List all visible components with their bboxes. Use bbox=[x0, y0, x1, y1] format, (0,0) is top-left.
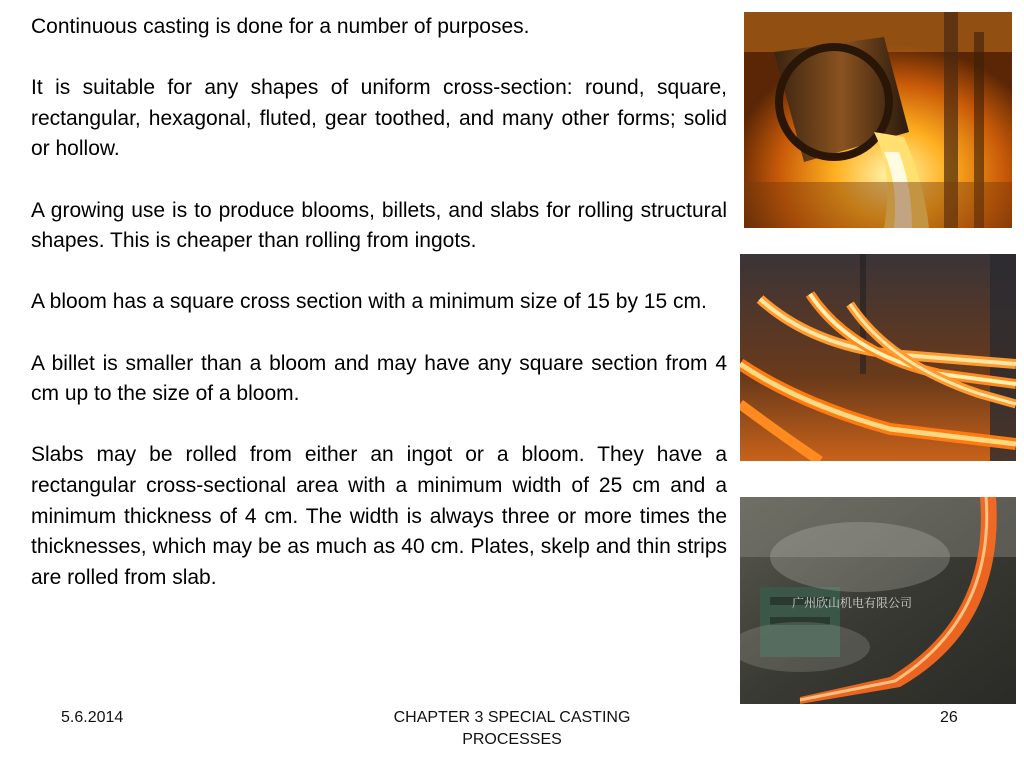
photo-slab-caster bbox=[740, 497, 1016, 704]
paragraph-billet: A billet is smaller than a bloom and may have any square section from 4 cm up to the size of a bloom. bbox=[31, 351, 727, 406]
photo-ladle-pouring bbox=[744, 12, 1012, 228]
photo-glowing-strands bbox=[740, 254, 1016, 461]
watermark-text: 广州欣山机电有限公司 bbox=[792, 596, 913, 610]
paragraph-shapes: It is suitable for any shapes of uniform cross-section: round, square, rectangular, hexagonal, fluted, gear toothed, and many other forms; solid or hollow. bbox=[31, 76, 727, 161]
paragraph-bloom: A bloom has a square cross section with a minimum size of 15 by 15 cm. bbox=[31, 290, 707, 314]
paragraph-intro: Continuous casting is done for a number of purposes. bbox=[31, 15, 530, 38]
footer-date: 5.6.2014 bbox=[61, 709, 124, 726]
paragraph-slabs: Slabs may be rolled from either an ingot or a bloom. They have a rectangular cross-sectional area with a minimum width of 25 cm and a minimum thickness of 4 cm. The width is always three or more times the thicknesses, which may be as much as 40 cm. Plates, skelp and thin strips are rolled from slab. bbox=[31, 443, 727, 589]
footer-page-number: 26 bbox=[940, 709, 958, 726]
paragraph-uses: A growing use is to produce blooms, billets, and slabs for rolling structural shapes. This is cheaper than rolling from ingots. bbox=[31, 198, 727, 253]
footer-chapter-title: CHAPTER 3 SPECIAL CASTING PROCESSES bbox=[393, 709, 631, 748]
slide-body-text bbox=[31, 12, 727, 624]
